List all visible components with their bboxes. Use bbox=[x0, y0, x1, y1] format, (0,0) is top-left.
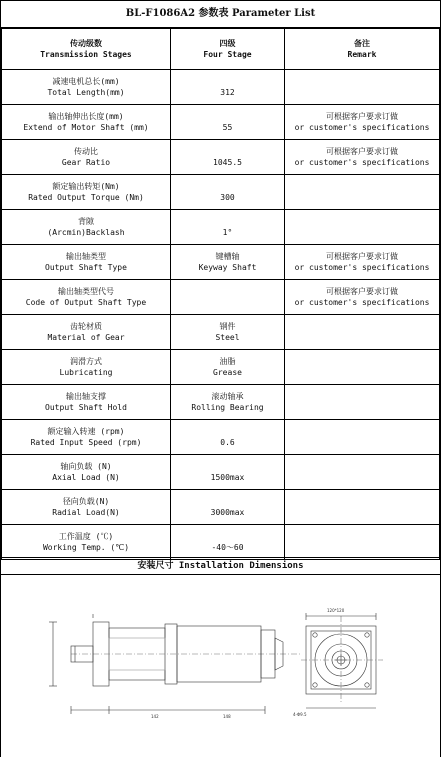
row-remark bbox=[285, 175, 440, 210]
row-remark-cn: 可根据客户要求订做 bbox=[326, 112, 398, 121]
row-value-en: Steel bbox=[215, 333, 240, 342]
row-label bbox=[2, 210, 171, 245]
row-label-cn: 传动比 bbox=[74, 147, 98, 156]
table-row bbox=[2, 315, 440, 350]
row-label bbox=[2, 175, 171, 210]
row-remark bbox=[285, 210, 440, 245]
row-label-cn: 工作温度 (℃) bbox=[58, 532, 114, 541]
header-remark-cn: 备注 bbox=[354, 39, 370, 48]
row-label-cn: 齿轮材质 bbox=[70, 322, 102, 331]
row-label-en: Lubricating bbox=[59, 368, 113, 377]
row-label bbox=[2, 490, 171, 525]
row-value bbox=[171, 350, 285, 385]
header-remark-en: Remark bbox=[347, 50, 377, 59]
row-value-cn: 钢件 bbox=[219, 322, 236, 331]
row-label bbox=[2, 420, 171, 455]
row-label-en: Code of Output Shaft Type bbox=[25, 298, 147, 307]
table-row bbox=[2, 210, 440, 245]
row-value-en: 1045.5 bbox=[213, 158, 242, 167]
row-remark bbox=[285, 245, 440, 280]
row-value-cn: 油脂 bbox=[219, 357, 236, 366]
row-remark bbox=[285, 420, 440, 455]
document-title: BL-F1086A2 参数表 Parameter List bbox=[1, 0, 440, 28]
row-label-cn: 输出轴支撑 bbox=[66, 392, 106, 401]
row-label-cn: 额定输出转矩(Nm) bbox=[52, 182, 120, 191]
front-view bbox=[301, 613, 383, 708]
row-remark-cn: 可根据客户要求订做 bbox=[326, 287, 398, 296]
row-label bbox=[2, 105, 171, 140]
row-label bbox=[2, 350, 171, 385]
row-label-cn: 径向负载(N) bbox=[62, 497, 110, 506]
row-label-en: Radial Load(N) bbox=[52, 508, 120, 517]
row-label bbox=[2, 525, 171, 560]
table-row bbox=[2, 350, 440, 385]
row-value bbox=[171, 455, 285, 490]
header-stages bbox=[2, 29, 171, 70]
row-label-en: Working Temp. (℃) bbox=[42, 543, 130, 552]
row-value bbox=[171, 525, 285, 560]
row-value-cn: 键槽轴 bbox=[215, 252, 240, 261]
row-remark-cn: 可根据客户要求订做 bbox=[326, 147, 398, 156]
row-label bbox=[2, 140, 171, 175]
row-label-cn: 减速电机总长(mm) bbox=[52, 77, 120, 86]
row-value bbox=[171, 105, 285, 140]
table-row bbox=[2, 280, 440, 315]
row-value-en: 1500max bbox=[210, 473, 245, 482]
row-label-cn: 润滑方式 bbox=[70, 357, 102, 366]
row-value-cn: 滚动轴承 bbox=[211, 392, 244, 401]
table-row bbox=[2, 245, 440, 280]
header-value-en: Four Stage bbox=[203, 50, 252, 59]
length-a-label: 142 bbox=[151, 714, 159, 719]
table-row bbox=[2, 490, 440, 525]
row-remark bbox=[285, 70, 440, 105]
row-label-cn: 输出轴类型代号 bbox=[58, 287, 114, 296]
row-remark bbox=[285, 140, 440, 175]
row-label bbox=[2, 70, 171, 105]
table-row bbox=[2, 175, 440, 210]
installation-drawing-svg bbox=[1, 576, 441, 757]
front-width-label: 120*120 bbox=[327, 608, 345, 613]
row-value bbox=[171, 210, 285, 245]
table-row bbox=[2, 105, 440, 140]
table-row bbox=[2, 385, 440, 420]
keyway-label: 4-Φ9.5 bbox=[293, 712, 307, 717]
row-value bbox=[171, 315, 285, 350]
row-label-en: (Arcmin)Backlash bbox=[47, 228, 125, 237]
row-label bbox=[2, 455, 171, 490]
row-label-cn: 背隙 bbox=[78, 217, 94, 226]
installation-drawing bbox=[1, 576, 440, 757]
row-label-en: Output Shaft Type bbox=[45, 263, 127, 272]
row-label-en: Gear Ratio bbox=[61, 158, 111, 167]
row-value-en: Rolling Bearing bbox=[191, 403, 264, 412]
header-stages-cn: 传动级数 bbox=[70, 39, 102, 48]
parameter-table bbox=[1, 28, 440, 560]
row-value bbox=[171, 245, 285, 280]
row-remark bbox=[285, 525, 440, 560]
row-remark-en: or customer's specifications bbox=[294, 158, 430, 167]
row-value-en: Keyway Shaft bbox=[198, 263, 257, 272]
row-remark-en: or customer's specifications bbox=[294, 298, 430, 307]
row-value bbox=[171, 175, 285, 210]
row-label bbox=[2, 315, 171, 350]
row-label-en: Axial Load (N) bbox=[52, 473, 120, 482]
row-label-cn: 额定输入转速 (rpm) bbox=[47, 427, 125, 436]
length-b-label: 148 bbox=[223, 714, 231, 719]
row-remark-en: or customer's specifications bbox=[294, 263, 430, 272]
row-label bbox=[2, 280, 171, 315]
row-label-en: Output Shaft Hold bbox=[45, 403, 127, 412]
row-value bbox=[171, 280, 285, 315]
row-label-cn: 输出轴伸出长度(mm) bbox=[48, 112, 124, 121]
row-label bbox=[2, 385, 171, 420]
header-remark bbox=[285, 29, 440, 70]
row-label-en: Rated Input Speed (rpm) bbox=[30, 438, 142, 447]
table-row bbox=[2, 140, 440, 175]
row-value-en: 300 bbox=[220, 193, 235, 202]
row-label-en: Rated Output Torque (Nm) bbox=[28, 193, 144, 202]
table-header-row bbox=[2, 29, 440, 70]
row-remark-en: or customer's specifications bbox=[294, 123, 430, 132]
row-label-en: Total Length(mm) bbox=[47, 88, 125, 97]
row-value-en: Grease bbox=[213, 368, 242, 377]
row-remark bbox=[285, 105, 440, 140]
row-value bbox=[171, 70, 285, 105]
row-value-en: 1° bbox=[222, 228, 233, 237]
row-remark bbox=[285, 385, 440, 420]
row-value-en: 3000max bbox=[210, 508, 245, 517]
row-value-en: 55 bbox=[222, 123, 233, 132]
table-row bbox=[2, 420, 440, 455]
row-value bbox=[171, 420, 285, 455]
row-value bbox=[171, 385, 285, 420]
row-remark bbox=[285, 280, 440, 315]
row-remark bbox=[285, 455, 440, 490]
header-value-cn: 四级 bbox=[219, 39, 236, 48]
table-row bbox=[2, 70, 440, 105]
installation-title: 安装尺寸 Installation Dimensions bbox=[1, 557, 440, 575]
row-value-en: 312 bbox=[220, 88, 235, 97]
row-label-cn: 轴向负载 (N) bbox=[60, 462, 112, 471]
header-stages-en: Transmission Stages bbox=[40, 50, 132, 59]
side-view bbox=[49, 614, 301, 714]
row-value-en: 0.6 bbox=[220, 438, 235, 447]
row-label bbox=[2, 245, 171, 280]
row-value-en: -40～60 bbox=[211, 543, 244, 552]
row-remark-cn: 可根据客户要求订做 bbox=[326, 252, 398, 261]
row-remark bbox=[285, 490, 440, 525]
table-row bbox=[2, 525, 440, 560]
row-value bbox=[171, 490, 285, 525]
row-label-cn: 输出轴类型 bbox=[66, 252, 106, 261]
row-remark bbox=[285, 315, 440, 350]
row-label-en: Extend of Motor Shaft (mm) bbox=[23, 123, 149, 132]
row-remark bbox=[285, 350, 440, 385]
row-value bbox=[171, 140, 285, 175]
header-value bbox=[171, 29, 285, 70]
row-label-en: Material of Gear bbox=[47, 333, 125, 342]
table-row bbox=[2, 455, 440, 490]
